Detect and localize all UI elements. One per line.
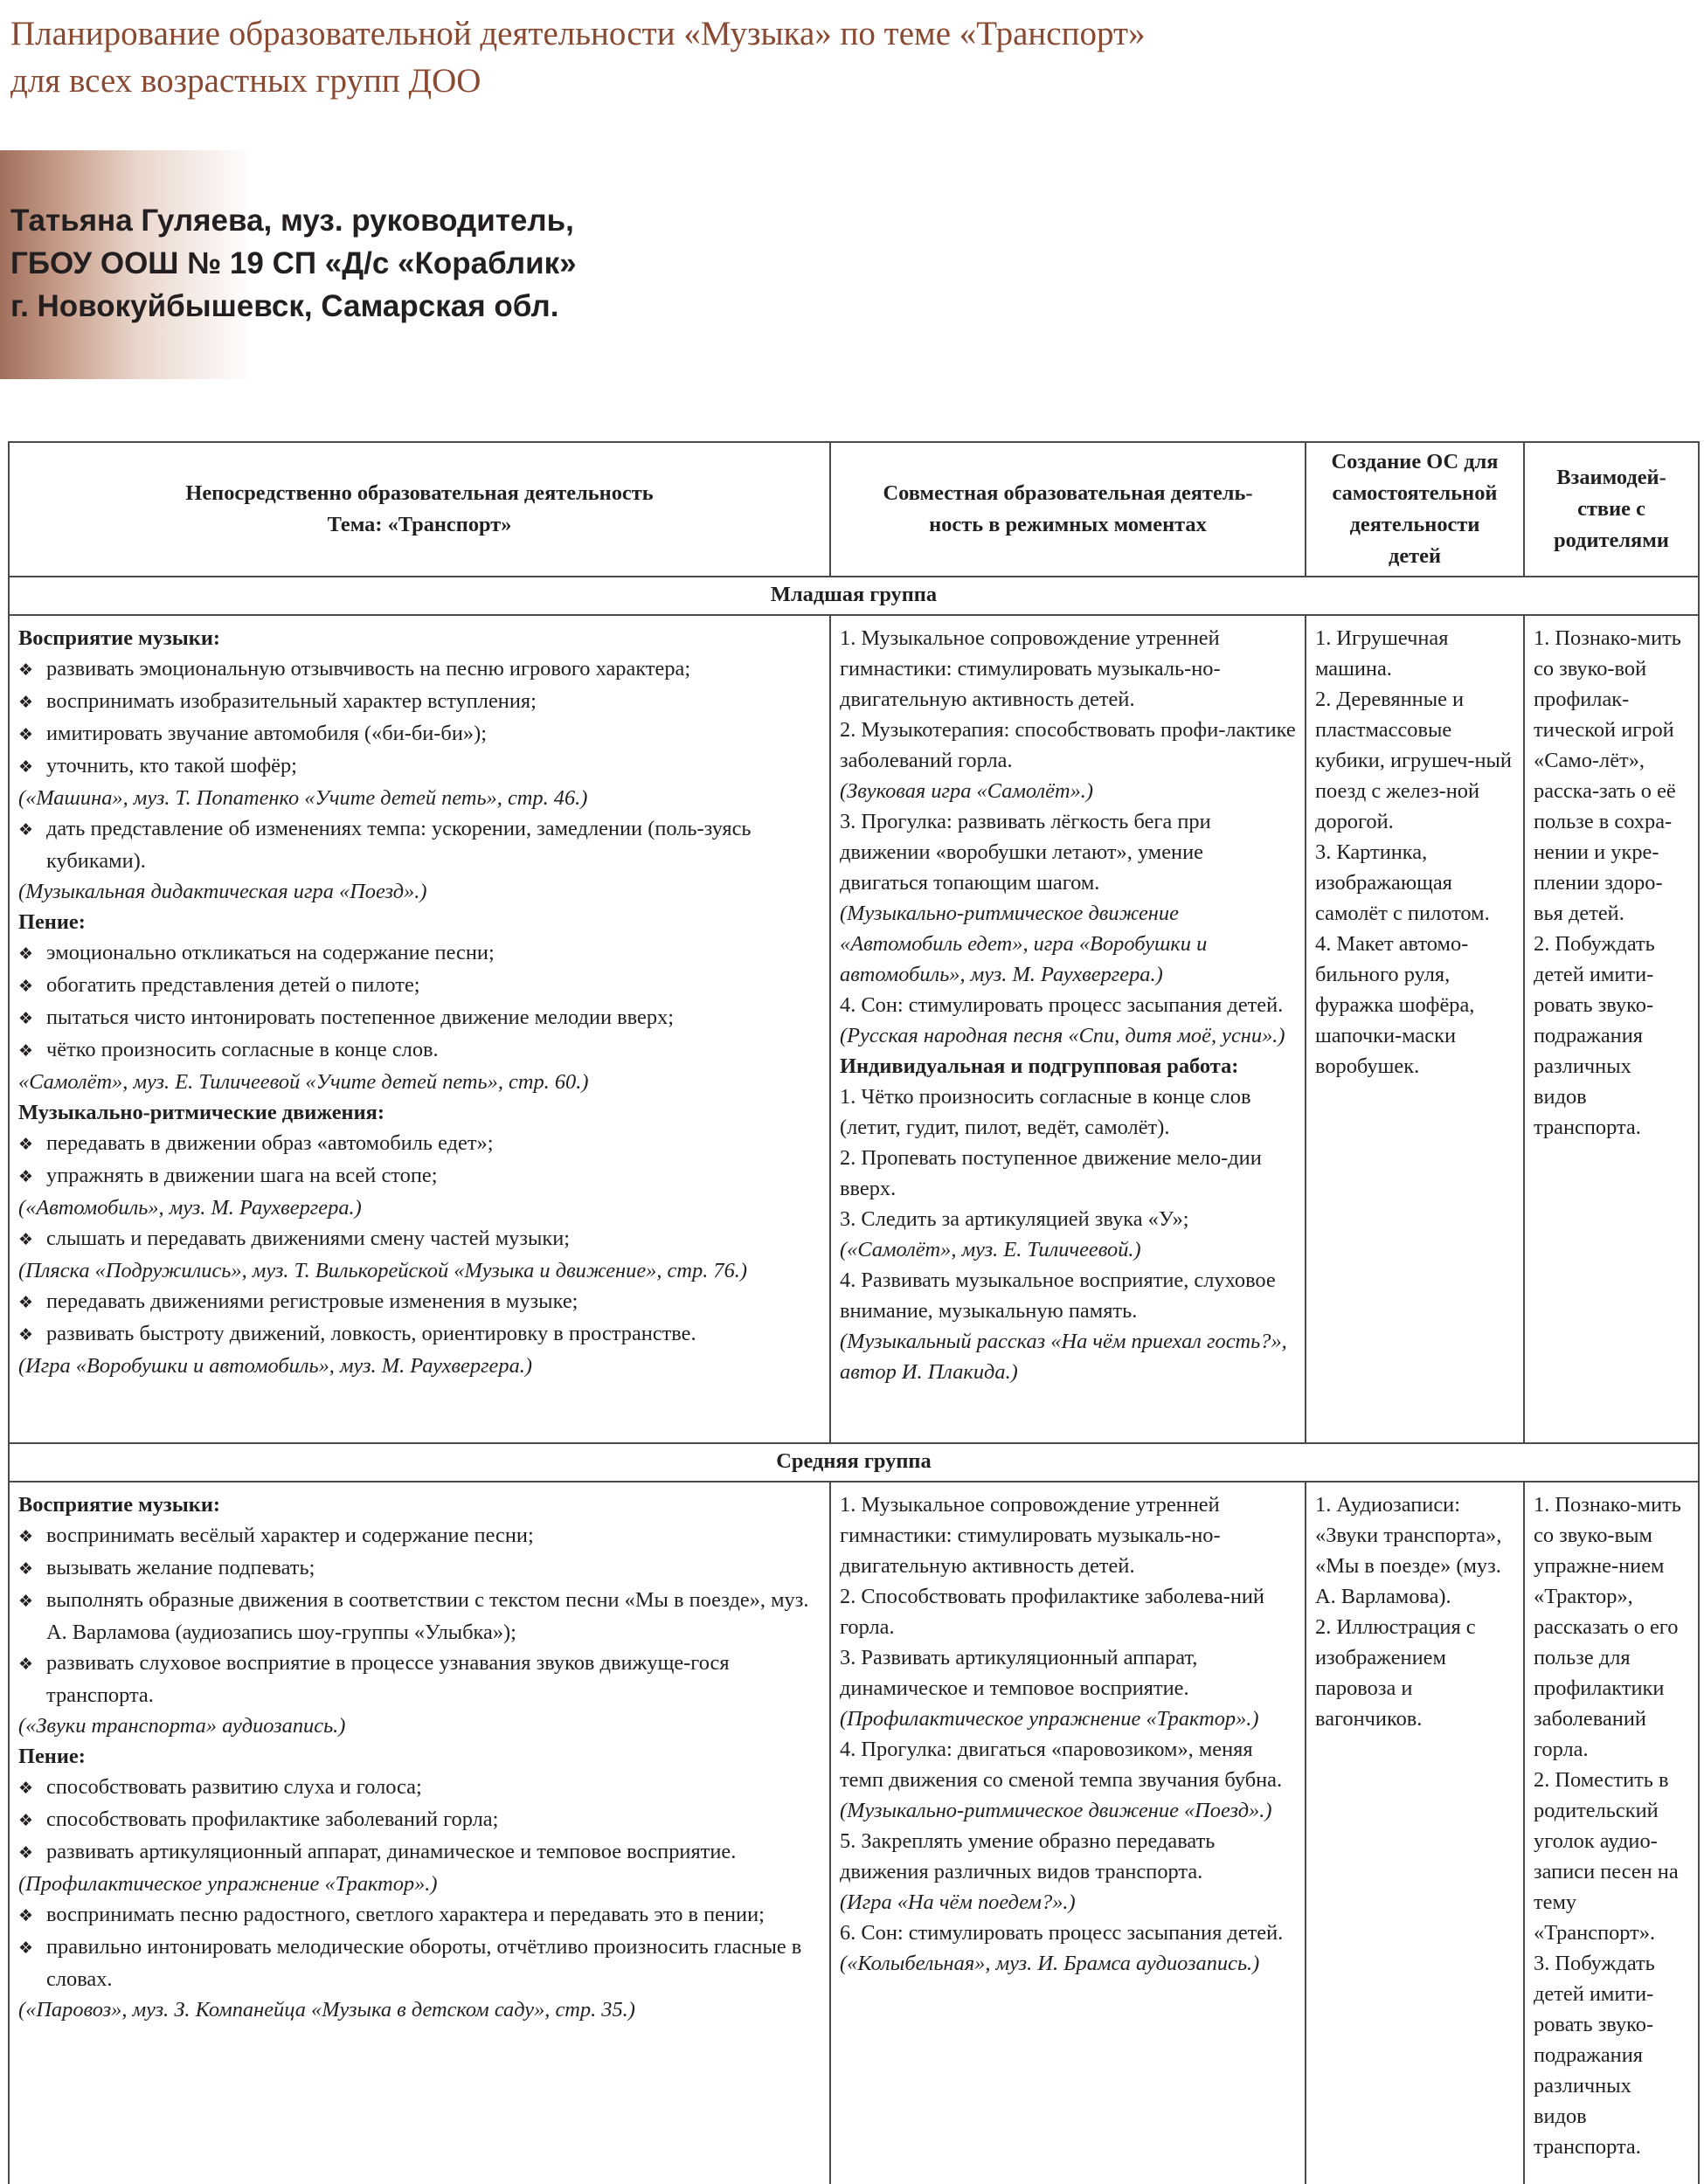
bullet-text: правильно интонировать мелодические обороты, отчётливо произносить гласные в словах. [46,1935,802,1991]
bullet-item [18,937,821,970]
bullet-text: способствовать профилактике заболеваний горла; [46,1807,499,1831]
junior-parents-cell [1524,615,1699,1443]
bullet-text: вызывать желание подпевать; [46,1556,315,1579]
header-environment [1306,442,1524,577]
header-nod-line-2: Тема: «Транспорт» [327,513,512,536]
header-joint [830,442,1306,577]
bullet-text: развивать эмоциональную отзывчивость на песню игрового характера; [46,657,691,681]
diamond-bullet-icon: ❖ [18,660,34,680]
header-env-line-2: самостоятельной [1332,481,1498,505]
diamond-bullet-icon: ❖ [18,1811,34,1830]
section-heading: Индивидуальная и подгрупповая работа: [840,1054,1239,1078]
diamond-bullet-icon: ❖ [18,1135,34,1154]
bullet-item [18,1804,821,1836]
bullet-text: пытаться чисто интонировать постепенное движение мелодии вверх; [46,1006,675,1029]
diamond-bullet-icon: ❖ [18,1167,34,1186]
bullet-text: передавать движениями регистровые изменения в музыке; [46,1289,578,1313]
bullet-item [18,1002,821,1034]
bullet-text: передавать в движении образ «автомобиль едет»; [46,1131,494,1155]
source-reference: (Звуковая игра «Самолёт».) [840,779,1094,803]
bullet-item [18,653,821,686]
author-block [10,199,797,328]
bullet-item [18,1286,821,1318]
bullet-item [18,1520,821,1552]
bullet-item [18,1585,821,1648]
diamond-bullet-icon: ❖ [18,1009,34,1028]
bullet-text: воспринимать изобразительный характер вступления; [46,689,537,713]
bullet-item [18,1836,821,1869]
bullet-item [18,750,821,783]
section-heading: Восприятие музыки: [18,1493,220,1517]
source-reference: (Пляска «Подружились», муз. Т. Вилькорейской «Музыка и движение», стр. 76.) [18,1259,747,1282]
title-line-2: для всех возрастных групп ДОО [10,62,481,100]
diamond-bullet-icon: ❖ [18,1655,34,1674]
bullet-item [18,718,821,750]
junior-content-row [9,615,1699,1443]
list-item: 1. Музыкальное сопровождение утренней гимнастики: стимулировать музыкаль-но-двигательную активность детей. [840,626,1221,711]
diamond-bullet-icon: ❖ [18,1041,34,1061]
list-item: 3. Следить за артикуляцией звука «У»; [840,1207,1189,1231]
author-line-3: г. Новокуйбышевск, Самарская обл. [10,289,559,323]
list-item: 3. Картинка, изображающая самолёт с пилотом. [1315,840,1490,925]
plan-table [8,441,1700,2184]
header-env-line-3: деятельности [1349,513,1480,536]
list-item: 4. Прогулка: двигаться «паровозиком», меняя темп движения со сменой темпа звучания бубна. [840,1738,1283,1792]
middle-joint-cell [830,1482,1306,2184]
junior-nod-cell [9,615,830,1443]
diamond-bullet-icon: ❖ [18,1325,34,1344]
junior-group-row [9,577,1699,615]
list-item: 6. Сон: стимулировать процесс засыпания детей. [840,1921,1284,1945]
middle-content-row [9,1482,1699,2184]
source-reference: («Звуки транспорта» аудиозапись.) [18,1714,346,1738]
bullet-item [18,970,821,1002]
diamond-bullet-icon: ❖ [18,944,34,964]
bullet-text: развивать слуховое восприятие в процессе узнавания звуков движуще-гося транспорта. [46,1651,730,1707]
section-heading: Восприятие музыки: [18,626,220,650]
author-line-1: Татьяна Гуляева, муз. руководитель, [10,204,574,238]
source-reference: (Профилактическое упражнение «Трактор».) [18,1872,438,1896]
diamond-bullet-icon: ❖ [18,1906,34,1925]
bullet-item [18,1223,821,1255]
header-nod-line-1: Непосредственно образовательная деятельность [185,481,654,505]
diamond-bullet-icon: ❖ [18,1939,34,1958]
diamond-bullet-icon: ❖ [18,1559,34,1579]
header-parents-line-2: ствие с [1577,497,1645,521]
middle-parents-cell [1524,1482,1699,2184]
bullet-item [18,1899,821,1932]
source-reference: («Колыбельная», муз. И. Брамса аудиозапись.) [840,1952,1260,1975]
list-item: 3. Развивать артикуляционный аппарат, динамическое и темповое восприятие. [840,1646,1198,1700]
diamond-bullet-icon: ❖ [18,725,34,744]
source-reference: (Игра «Воробушки и автомобиль», муз. М. Раухвергера.) [18,1354,532,1378]
junior-group-label: Младшая группа [9,577,1699,615]
diamond-bullet-icon: ❖ [18,757,34,777]
list-item: 3. Побуждать детей имити-ровать звуко-подражания различных видов транспорта. [1534,1952,1655,2159]
source-reference: (Профилактическое упражнение «Трактор».) [840,1707,1259,1731]
source-reference: (Русская народная песня «Спи, дитя моё, усни».) [840,1024,1285,1047]
bullet-text: упражнять в движении шага на всей стопе; [46,1164,438,1187]
source-reference: («Самолёт», муз. Е. Тиличеевой.) [840,1238,1141,1261]
header-parents-line-1: Взаимодей- [1556,466,1666,489]
bullet-text: обогатить представления детей о пилоте; [46,973,420,997]
source-reference: («Паровоз», муз. З. Компанейца «Музыка в детском саду», стр. 35.) [18,1998,635,2022]
section-heading: Музыкально-ритмические движения: [18,1101,384,1124]
list-item: 3. Прогулка: развивать лёгкость бега при движении «воробушки летают», умение двигаться топающим шагом. [840,810,1211,895]
bullet-text: дать представление об изменениях темпа: ускорении, замедлении (поль-зуясь кубиками). [46,817,752,873]
bullet-text: уточнить, кто такой шофёр; [46,754,297,778]
bullet-text: слышать и передавать движениями смену частей музыки; [46,1227,571,1250]
bullet-text: развивать быстроту движений, ловкость, ориентировку в пространстве. [46,1322,696,1345]
diamond-bullet-icon: ❖ [18,1779,34,1798]
table-header-row [9,442,1699,577]
middle-group-label: Средняя группа [9,1443,1699,1482]
middle-nod-cell [9,1482,830,2184]
source-reference: «Самолёт», муз. Е. Тиличеевой «Учите детей петь», стр. 60.) [18,1070,589,1094]
title-line-1: Планирование образовательной деятельности «Музыка» по теме «Транспорт» [10,15,1146,52]
header-joint-line-1: Совместная образовательная деятель- [883,481,1253,505]
diamond-bullet-icon: ❖ [18,1592,34,1611]
list-item: 5. Закреплять умение образно передавать движения различных видов транспорта. [840,1829,1216,1883]
list-item: 2. Деревянные и пластмассовые кубики, игрушеч-ный поезд с желез-ной дорогой. [1315,688,1512,833]
header-joint-line-2: ность в режимных моментах [929,513,1207,536]
list-item: 2. Поместить в родительский уголок аудио-записи песен на тему «Транспорт». [1534,1768,1679,1945]
list-item: 2. Способствовать профилактике заболева-ний горла. [840,1585,1264,1639]
diamond-bullet-icon: ❖ [18,1230,34,1249]
list-item: 1. Музыкальное сопровождение утренней гимнастики: стимулировать музыкаль-но-двигательную активность детей. [840,1493,1221,1578]
bullet-text: имитировать звучание автомобиля («би-би-би»); [46,722,487,745]
diamond-bullet-icon: ❖ [18,1843,34,1863]
list-item: 2. Пропевать поступенное движение мело-дии вверх. [840,1146,1262,1200]
bullet-text: чётко произносить согласные в конце слов. [46,1038,439,1061]
page-title [10,10,1321,105]
list-item: 2. Побуждать детей имити-ровать звуко-подражания различных видов транспорта. [1534,932,1655,1139]
list-item: 1. Игрушечная машина. [1315,626,1449,681]
list-item: 2. Музыкотерапия: способствовать профи-лактике заболеваний горла. [840,718,1296,772]
diamond-bullet-icon: ❖ [18,820,34,840]
list-item: 4. Сон: стимулировать процесс засыпания детей. [840,993,1284,1017]
bullet-item [18,1772,821,1804]
header-nod [9,442,830,577]
source-reference: (Музыкальный рассказ «На чём приехал гость?», автор И. Плакида.) [840,1330,1287,1384]
bullet-text: развивать артикуляционный аппарат, динамическое и темповое восприятие. [46,1840,737,1863]
author-line-2: ГБОУ ООШ № 19 СП «Д/с «Кораблик» [10,246,577,280]
bullet-item [18,1932,821,1994]
header-env-line-4: детей [1388,544,1442,568]
list-item: 1. Познако-мить со звуко-вым упражне-нием «Трактор», рассказать о его пользе для профилактики заболеваний горла. [1534,1493,1681,1761]
list-item: 4. Развивать музыкальное восприятие, слуховое внимание, музыкальную память. [840,1268,1276,1323]
source-reference: (Музыкально-ритмическое движение «Автомобиль едет», игра «Воробушки и автомобиль», муз. М. Раухвергера.) [840,902,1208,986]
bullet-item [18,686,821,718]
diamond-bullet-icon: ❖ [18,1293,34,1312]
header-parents [1524,442,1699,577]
bullet-item [18,1128,821,1160]
header-env-line-1: Создание ОС для [1331,450,1499,473]
bullet-text: выполнять образные движения в соответствии с текстом песни «Мы в поезде», муз. А. Варламова (аудиозапись шоу-группы «Улыбка»); [46,1588,809,1644]
source-reference: (Музыкальная дидактическая игра «Поезд».) [18,880,427,903]
middle-environment-cell [1306,1482,1524,2184]
bullet-text: способствовать развитию слуха и голоса; [46,1775,422,1799]
list-item: 1. Познако-мить со звуко-вой профилак-тической игрой «Само-лёт», расска-зать о её пользе в сохра-нении и укре-плении здоро-вья детей. [1534,626,1681,925]
bullet-text: воспринимать песню радостного, светлого характера и передавать это в пении; [46,1903,765,1926]
bullet-text: эмоционально откликаться на содержание песни; [46,941,495,964]
source-reference: («Автомобиль», муз. М. Раухвергера.) [18,1196,362,1220]
bullet-item [18,1034,821,1067]
diamond-bullet-icon: ❖ [18,977,34,996]
section-heading: Пение: [18,1745,86,1768]
section-heading: Пение: [18,910,86,934]
source-reference: (Игра «На чём поедем?».) [840,1890,1076,1914]
list-item: 1. Аудиозаписи: «Звуки транспорта», «Мы в поезде» (муз. А. Варламова). [1315,1493,1502,1608]
junior-joint-cell [830,615,1306,1443]
bullet-item [18,1648,821,1711]
bullet-item [18,1160,821,1192]
diamond-bullet-icon: ❖ [18,1527,34,1546]
bullet-item [18,1552,821,1585]
list-item: 2. Иллюстрация с изображением паровоза и вагончиков. [1315,1615,1476,1731]
source-reference: («Машина», муз. Т. Попатенко «Учите детей петь», стр. 46.) [18,786,588,810]
list-item: 1. Чётко произносить согласные в конце слов (летит, гудит, пилот, ведёт, самолёт). [840,1085,1251,1139]
header-parents-line-3: родителями [1554,529,1669,552]
bullet-text: воспринимать весёлый характер и содержание песни; [46,1524,534,1547]
list-item: 4. Макет автомо-бильного руля, фуражка шофёра, шапочки-маски воробушек. [1315,932,1475,1078]
junior-environment-cell [1306,615,1524,1443]
middle-group-row [9,1443,1699,1482]
bullet-item [18,1318,821,1351]
source-reference: (Музыкально-ритмическое движение «Поезд».) [840,1799,1272,1822]
diamond-bullet-icon: ❖ [18,693,34,712]
bullet-item [18,813,821,876]
